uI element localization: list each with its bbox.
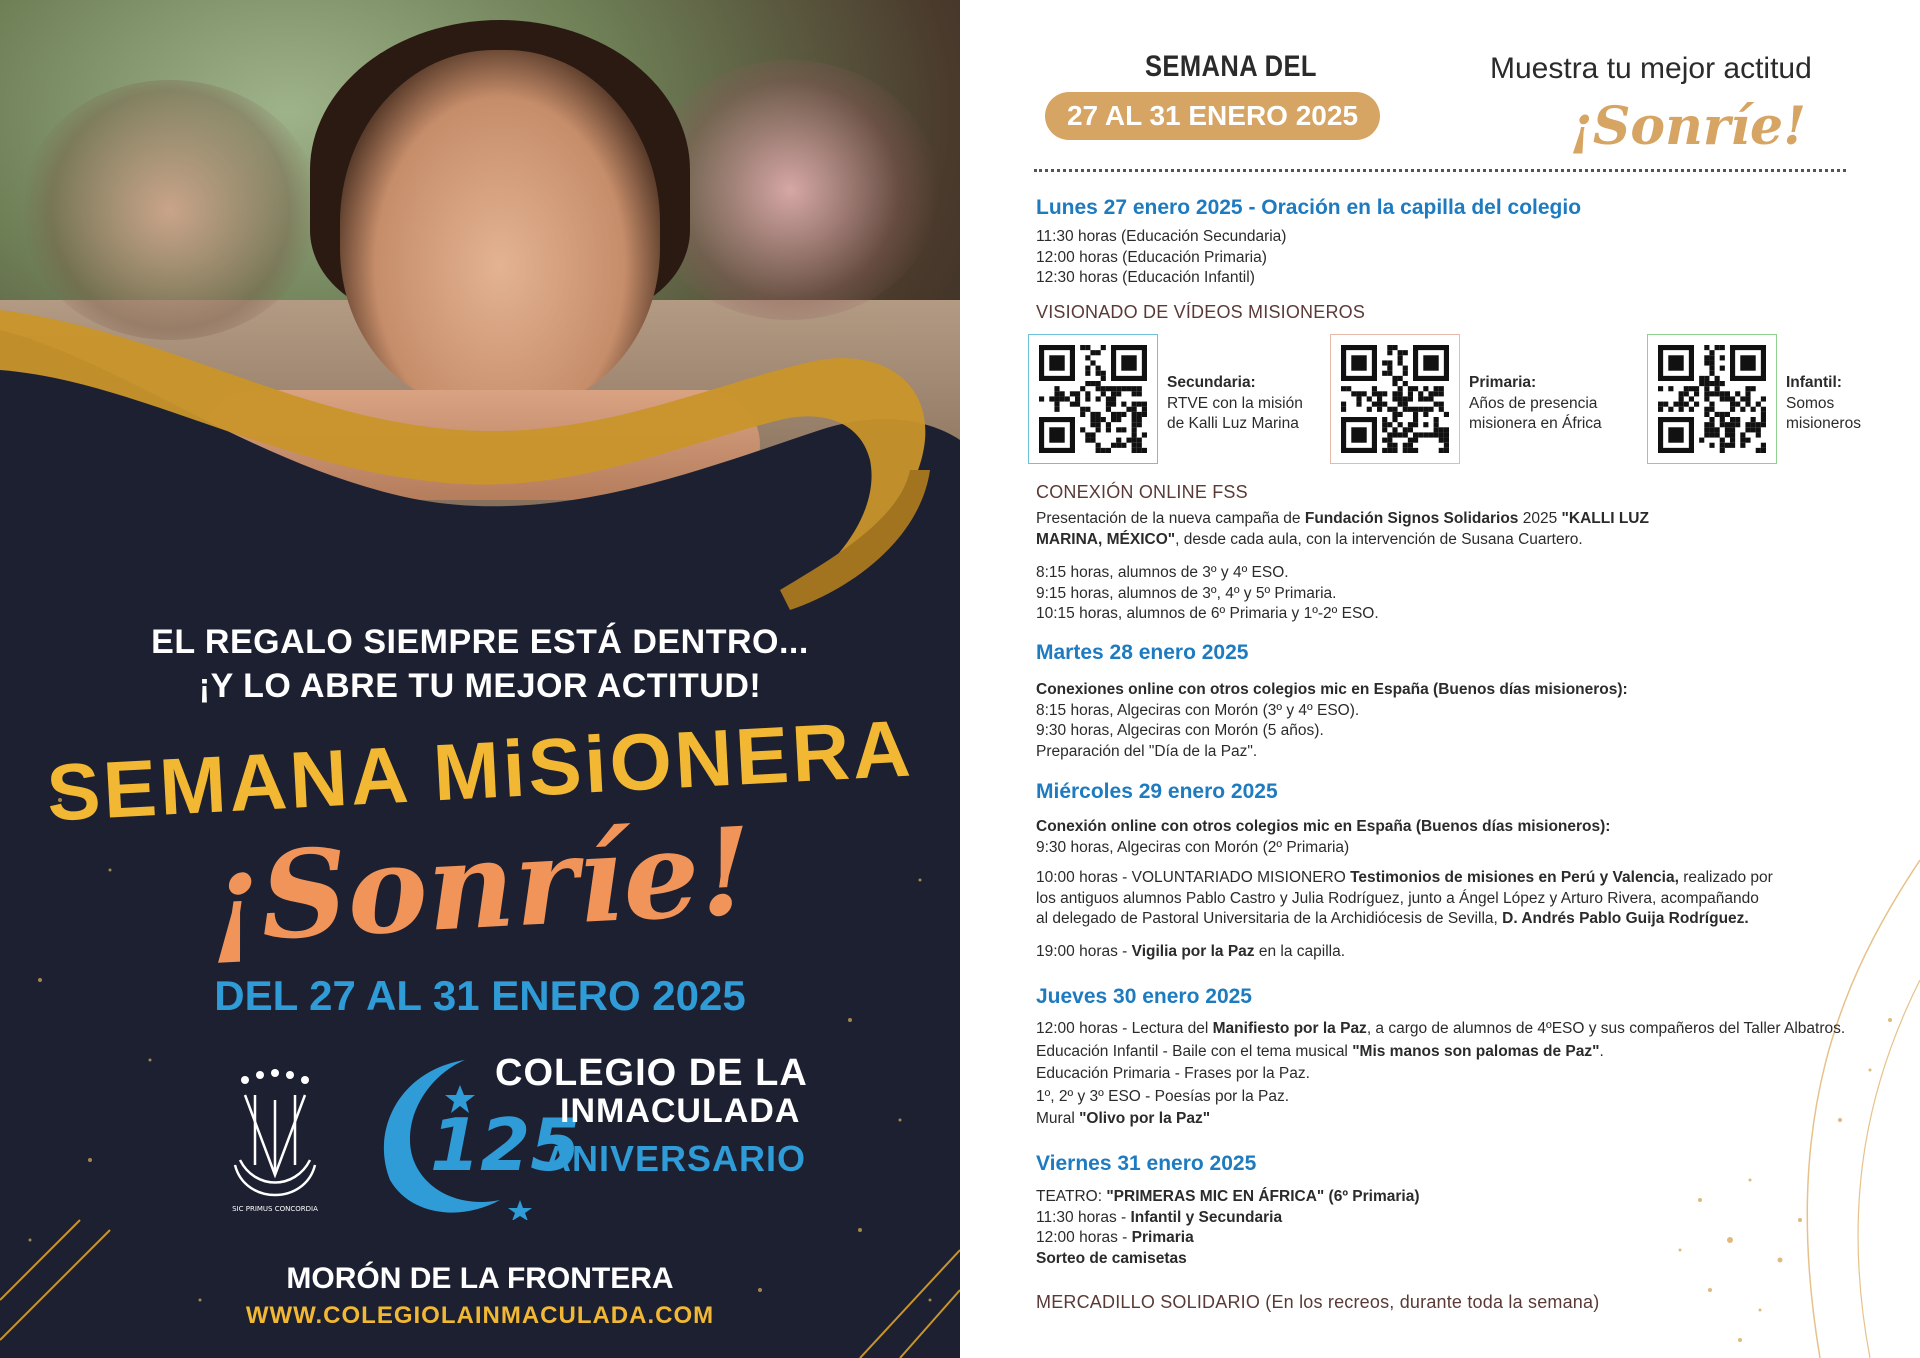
- website-link[interactable]: WWW.COLEGIOLAINMACULADA.COM: [245, 1302, 715, 1329]
- slogan-sonrie: ¡Sonríe!: [1570, 96, 1806, 157]
- qr-code-icon: [1658, 345, 1766, 453]
- dotted-divider: [1034, 169, 1846, 172]
- day-heading-monday: Lunes 27 enero 2025 - Oración en la capilla del colegio: [1036, 196, 1582, 219]
- crest-icon: [225, 1065, 325, 1215]
- qr-code-icon: [1341, 345, 1449, 453]
- fss-times: 8:15 horas, alumnos de 3º y 4º ESO. 9:15 horas, alumnos de 3º, 4º y 5º Primaria. 10:15 horas, alumnos de 6º Primaria y 1º-2º ESO.: [1036, 564, 1379, 622]
- monday-schedule: 11:30 horas (Educación Secundaria) 12:00 horas (Educación Primaria) 12:30 horas (Educación Infantil): [1036, 228, 1287, 286]
- fss-description: Presentación de la nueva campaña de Fundación Signos Solidarios 2025 "KALLI LUZ MARINA, MÉXICO", desde cada aula, con la intervención de Susana Cuartero.: [1036, 510, 1649, 548]
- qr-label-infantil: Infantil: Somos misioneros: [1786, 374, 1861, 432]
- wednesday-connection: Conexión online con otros colegios mic en España (Buenos días misioneros): 9:30 horas, Algeciras con Morón (2º Primaria): [1036, 818, 1611, 856]
- videos-section-title: VISIONADO DE VÍDEOS MISIONEROS: [1036, 302, 1366, 322]
- qr-secundaria[interactable]: [1028, 334, 1158, 464]
- poster-dates: DEL 27 AL 31 ENERO 2025: [214, 972, 746, 1019]
- poster-sonrie: ¡Sonríe!: [204, 800, 756, 971]
- qr-label-primaria: Primaria: Años de presencia misionera en África: [1469, 374, 1602, 432]
- qr-code-icon: [1039, 345, 1147, 453]
- day-heading-tuesday: Martes 28 enero 2025: [1036, 641, 1249, 664]
- date-range-badge: 27 AL 31 ENERO 2025: [1045, 92, 1380, 140]
- logo-line3: ANIVERSARIO: [545, 1138, 807, 1179]
- day-heading-thursday: Jueves 30 enero 2025: [1036, 985, 1252, 1008]
- wednesday-volunteering: 10:00 horas - VOLUNTARIADO MISIONERO Testimonios de misiones en Perú y Valencia, realizado por los antiguos alumnos Pablo Castro y Julia Rodríguez, junto a Ángel López y Arturo Rivera, acompañando al delegado de Pastoral Universitaria de la Archidiócesis de Sevilla, D. Andrés Pablo Guija Rodríguez.: [1036, 869, 1773, 927]
- tagline: EL REGALO SIEMPRE ESTÁ DENTRO... ¡Y LO ABRE TU MEJOR ACTITUD!: [151, 623, 809, 705]
- qr-label-secundaria: Secundaria: RTVE con la misión de Kalli Luz Marina: [1167, 374, 1303, 432]
- fss-section-title: CONEXIÓN ONLINE FSS: [1036, 482, 1248, 502]
- slogan: Muestra tu mejor actitud: [1490, 52, 1812, 85]
- market-note: MERCADILLO SOLIDARIO (En los recreos, durante toda la semana): [1036, 1292, 1600, 1312]
- logo-number: 125: [430, 1103, 581, 1187]
- qr-primaria[interactable]: [1330, 334, 1460, 464]
- day-heading-friday: Viernes 31 enero 2025: [1036, 1152, 1257, 1175]
- day-heading-wednesday: Miércoles 29 enero 2025: [1036, 780, 1278, 803]
- logo-line1: COLEGIO DE LA: [495, 1052, 808, 1094]
- logo-line2: INMACULADA: [560, 1092, 801, 1130]
- poster-title: SEMANA MiSiONERA: [44, 703, 916, 838]
- week-label: SEMANA DEL: [1145, 50, 1317, 83]
- friday-schedule: TEATRO: "PRIMERAS MIC EN ÁFRICA" (6º Primaria) 11:30 horas - Infantil y Secundaria 12:00 horas - Primaria Sorteo de camisetas: [1036, 1188, 1420, 1267]
- thursday-schedule: 12:00 horas - Lectura del Manifiesto por la Paz, a cargo de alumnos de 4ºESO y sus compañeros del Taller Albatros. Educación Infantil - Baile con el tema musical "Mis manos son palomas de Paz". Educación Primaria - Frases por la Paz. 1º, 2º y 3º ESO - Poesías por la Paz. Mural "Olivo por la Paz": [1036, 1020, 1846, 1127]
- city: MORÓN DE LA FRONTERA: [286, 1262, 674, 1295]
- crest-caption: SIC PRIMUS CONCORDIA: [232, 1205, 318, 1213]
- qr-infantil[interactable]: [1647, 334, 1777, 464]
- wednesday-vigil: 19:00 horas - Vigilia por la Paz en la capilla.: [1036, 943, 1346, 960]
- tuesday-schedule: Conexiones online con otros colegios mic en España (Buenos días misioneros): 8:15 horas, Algeciras con Morón (3º y 4º ESO). 9:30 horas, Algeciras con Morón (5 años). Preparación del "Día de la Paz".: [1036, 681, 1628, 760]
